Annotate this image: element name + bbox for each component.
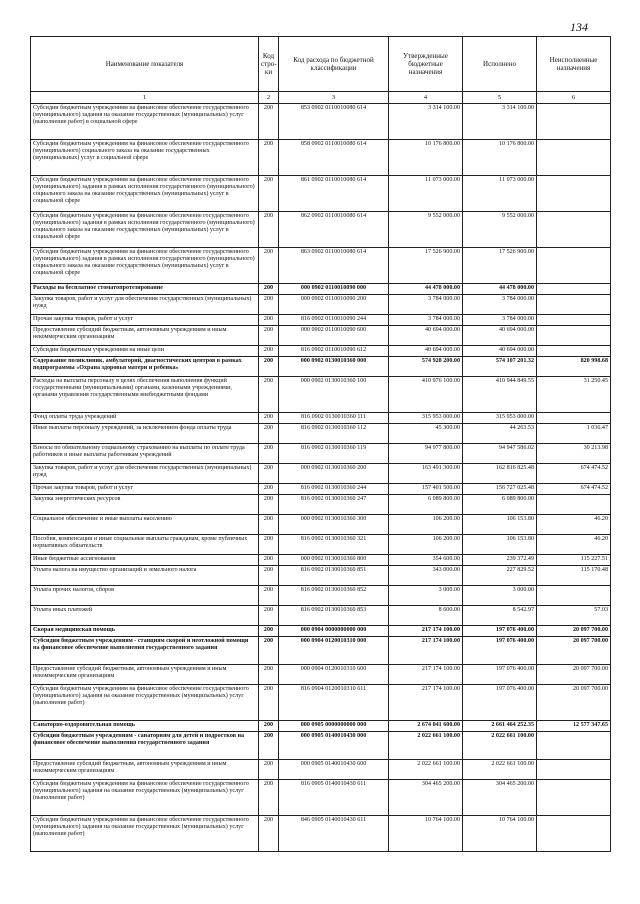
header-unexecuted: Неисполненные назначения — [537, 37, 611, 92]
row-name: Фонд оплаты труда учреждений — [31, 413, 259, 424]
table-row — [31, 424, 611, 444]
row-approved: 8 600.00 — [389, 606, 463, 626]
row-expense-code: 000 0902 0110010090 200 — [279, 295, 389, 315]
row-executed: 574 107 201.32 — [463, 357, 537, 377]
row-unexecuted — [537, 495, 611, 515]
row-expense-code: 816 0902 0130010360 852 — [279, 586, 389, 606]
row-unexecuted — [537, 295, 611, 315]
row-unexecuted: 31 250.45 — [537, 377, 611, 413]
table-row — [31, 444, 611, 464]
row-executed: 44 478 000.00 — [463, 284, 537, 295]
row-unexecuted — [537, 732, 611, 760]
table-row — [31, 780, 611, 816]
row-name: Расходы на выплаты персоналу в целях обеспечения выполнения функций государственными (муниципальными) органами, казенными учреждениями, органами управления государственными внебюджетными фондами — [31, 377, 259, 413]
row-unexecuted: 20 097 700.00 — [537, 665, 611, 685]
row-approved: 315 953 000.00 — [389, 413, 463, 424]
row-name: Субсидии бюджетным учреждениям - санаториям для детей и подростков на финансовое обеспечение выполнения государственного задания — [31, 732, 259, 760]
row-approved: 17 526 900.00 — [389, 248, 463, 284]
table-row — [31, 637, 611, 665]
row-unexecuted: 20 097 700.00 — [537, 685, 611, 721]
row-name: Субсидии бюджетным учреждениям на финансовое обеспечение государственного (муниципального) задания в рамках исполнения государственного (муниципального) социального заказа на оказание государственных (муниципальных) услуг в социальной сфере — [31, 176, 259, 212]
row-name: Субсидии бюджетным учреждениям на финансовое обеспечение государственного (муниципального) задания на оказание государственных (муниципальных) услуг (выполнение работ) в социальной сфере — [31, 104, 259, 140]
row-line-code: 200 — [259, 566, 279, 586]
row-line-code: 200 — [259, 586, 279, 606]
row-executed: 2 022 661 100.00 — [463, 732, 537, 760]
row-name: Субсидии бюджетным учреждениям на финансовое обеспечение государственного (муниципального) задания на оказание государственных (муниципальных) услуг (выполнение работ) — [31, 816, 259, 852]
row-name: Закупка товаров, работ и услуг для обеспечения государственных (муниципальных) нужд — [31, 464, 259, 484]
row-line-code: 200 — [259, 284, 279, 295]
row-approved: 40 694 000.00 — [389, 346, 463, 357]
row-name: Уплата налога на имущество организаций и земельного налога — [31, 566, 259, 586]
row-expense-code: 816 0902 0110010090 244 — [279, 315, 389, 326]
row-line-code: 200 — [259, 555, 279, 566]
row-approved: 3 314 100.00 — [389, 104, 463, 140]
row-executed: 162 816 825.48 — [463, 464, 537, 484]
row-approved: 106 200.00 — [389, 535, 463, 555]
table-row — [31, 295, 611, 315]
row-approved: 10 176 800.00 — [389, 140, 463, 176]
row-executed: 2 022 661 100.00 — [463, 760, 537, 780]
row-expense-code: 816 0902 0130010360 853 — [279, 606, 389, 626]
row-expense-code: 816 0902 0130010360 111 — [279, 413, 389, 424]
row-approved: 44 478 000.00 — [389, 284, 463, 295]
table-row — [31, 586, 611, 606]
row-expense-code: 863 0902 0110010080 614 — [279, 248, 389, 284]
row-approved: 410 976 100.00 — [389, 377, 463, 413]
row-expense-code: 816 0904 0120010310 611 — [279, 685, 389, 721]
column-number: 1 — [31, 92, 259, 104]
row-name: Субсидии бюджетным учреждениям на финансовое обеспечение государственного (муниципального) социального заказа на оказание государственных (муниципальных) услуг в социальной сфере — [31, 140, 259, 176]
row-unexecuted: 46.20 — [537, 535, 611, 555]
header-line-code: Код стро-ки — [259, 37, 279, 92]
row-expense-code: 816 0902 0130010360 321 — [279, 535, 389, 555]
table-body — [31, 104, 611, 852]
row-unexecuted — [537, 586, 611, 606]
row-unexecuted — [537, 346, 611, 357]
table-row — [31, 816, 611, 852]
row-line-code: 200 — [259, 515, 279, 535]
row-executed: 44 263.53 — [463, 424, 537, 444]
row-name: Субсидии бюджетным учреждениям на иные цели — [31, 346, 259, 357]
table-row — [31, 626, 611, 637]
row-expense-code: 000 0905 0140010430 000 — [279, 732, 389, 760]
row-executed: 410 944 849.55 — [463, 377, 537, 413]
row-executed: 9 552 000.00 — [463, 212, 537, 248]
row-executed: 11 073 000.00 — [463, 176, 537, 212]
row-line-code: 200 — [259, 295, 279, 315]
row-executed: 40 694 000.00 — [463, 346, 537, 357]
row-line-code: 200 — [259, 760, 279, 780]
row-executed: 40 694 000.00 — [463, 326, 537, 346]
header-row — [31, 37, 611, 92]
row-approved: 3 784 000.00 — [389, 315, 463, 326]
row-line-code: 200 — [259, 665, 279, 685]
row-line-code: 200 — [259, 637, 279, 665]
row-unexecuted — [537, 176, 611, 212]
table-row — [31, 413, 611, 424]
row-unexecuted: 20 097 700.00 — [537, 637, 611, 665]
row-unexecuted: 30 213.98 — [537, 444, 611, 464]
header-expense-code: Код расхода по бюджетной классификации — [279, 37, 389, 92]
table-row — [31, 326, 611, 346]
row-approved: 354 600.00 — [389, 555, 463, 566]
row-unexecuted — [537, 284, 611, 295]
row-line-code: 200 — [259, 816, 279, 852]
row-expense-code: 000 0902 0110010090 600 — [279, 326, 389, 346]
row-approved: 106 200.00 — [389, 515, 463, 535]
page-number: 134 — [570, 20, 588, 34]
row-executed: 197 076 400.00 — [463, 685, 537, 721]
row-unexecuted — [537, 780, 611, 816]
row-name: Иные выплаты персоналу учреждений, за исключением фонда оплаты труда — [31, 424, 259, 444]
row-name: Субсидии бюджетным учреждениям на финансовое обеспечение государственного (муниципального) задания в рамках исполнения государственного (муниципального) социального заказа на оказание государственных (муниципальных) услуг в социальной сфере — [31, 248, 259, 284]
row-name: Прочая закупка товаров, работ и услуг — [31, 315, 259, 326]
row-line-code: 200 — [259, 626, 279, 637]
table-row — [31, 248, 611, 284]
row-name: Субсидии бюджетным учреждениям на финансовое обеспечение государственного (муниципального) задания на оказание государственных (муниципальных) услуг (выполнение работ) — [31, 780, 259, 816]
table-row — [31, 464, 611, 484]
row-unexecuted — [537, 212, 611, 248]
row-name: Субсидии бюджетным учреждениям - станциям скорой и неотложной помощи на финансовое обеспечение выполнения государственного задания — [31, 637, 259, 665]
row-executed: 2 661 464 252.35 — [463, 721, 537, 732]
row-approved: 157 401 500.00 — [389, 484, 463, 495]
row-executed: 17 526 900.00 — [463, 248, 537, 284]
row-line-code: 200 — [259, 606, 279, 626]
table-row — [31, 212, 611, 248]
row-executed: 6 089 800.00 — [463, 495, 537, 515]
row-name: Взносы по обязательному социальному страхованию на выплаты по оплате труда работников и иные выплаты работникам учреждений — [31, 444, 259, 464]
row-unexecuted: 46.20 — [537, 515, 611, 535]
row-approved: 217 174 100.00 — [389, 665, 463, 685]
row-executed: 8 542.97 — [463, 606, 537, 626]
row-expense-code: 000 0902 0110010090 000 — [279, 284, 389, 295]
row-unexecuted: 1 036.47 — [537, 424, 611, 444]
row-unexecuted: 115 170.48 — [537, 566, 611, 586]
row-executed: 227 829.52 — [463, 566, 537, 586]
row-name: Санаторно-оздоровительная помощь — [31, 721, 259, 732]
row-name: Закупка товаров, работ и услуг для обеспечения государственных (муниципальных) нужд — [31, 295, 259, 315]
row-executed: 106 153.80 — [463, 515, 537, 535]
table-row — [31, 732, 611, 760]
row-line-code: 200 — [259, 377, 279, 413]
table-row — [31, 377, 611, 413]
row-expense-code: 853 0902 0110010080 614 — [279, 104, 389, 140]
row-unexecuted — [537, 315, 611, 326]
row-executed: 94 947 586.02 — [463, 444, 537, 464]
row-unexecuted: 12 577 347.65 — [537, 721, 611, 732]
table-row — [31, 535, 611, 555]
row-line-code: 200 — [259, 140, 279, 176]
column-number: 2 — [259, 92, 279, 104]
row-expense-code: 816 0902 0110010090 612 — [279, 346, 389, 357]
column-number: 4 — [389, 92, 463, 104]
row-executed: 3 784 000.00 — [463, 295, 537, 315]
row-unexecuted — [537, 140, 611, 176]
row-name: Расходы на бесплатное стоматопротезирование — [31, 284, 259, 295]
row-name: Скорая медицинская помощь — [31, 626, 259, 637]
row-line-code: 200 — [259, 346, 279, 357]
row-name: Предоставление субсидий бюджетным, автономным учреждениям и иным некоммерческим организациям — [31, 326, 259, 346]
row-line-code: 200 — [259, 685, 279, 721]
row-name: Уплата иных платежей — [31, 606, 259, 626]
row-approved: 574 928 200.00 — [389, 357, 463, 377]
table-row — [31, 357, 611, 377]
row-line-code: 200 — [259, 721, 279, 732]
row-unexecuted — [537, 816, 611, 852]
row-name: Социальное обеспечение и иные выплаты населению — [31, 515, 259, 535]
table-row — [31, 315, 611, 326]
row-line-code: 200 — [259, 780, 279, 816]
column-number-row — [31, 92, 611, 104]
row-approved: 343 000.00 — [389, 566, 463, 586]
row-expense-code: 816 0902 0130010360 851 — [279, 566, 389, 586]
row-name: Закупка энергетических ресурсов — [31, 495, 259, 515]
table-row — [31, 346, 611, 357]
row-line-code: 200 — [259, 484, 279, 495]
row-line-code: 200 — [259, 357, 279, 377]
header-name: Наименование показателя — [31, 37, 259, 92]
row-line-code: 200 — [259, 464, 279, 484]
row-expense-code: 846 0905 0140010430 611 — [279, 816, 389, 852]
table-row — [31, 176, 611, 212]
row-executed: 3 784 000.00 — [463, 315, 537, 326]
column-number: 3 — [279, 92, 389, 104]
row-expense-code: 000 0904 0000000000 000 — [279, 626, 389, 637]
row-expense-code: 000 0904 0120010310 000 — [279, 637, 389, 665]
row-line-code: 200 — [259, 176, 279, 212]
row-line-code: 200 — [259, 732, 279, 760]
row-expense-code: 000 0904 0120010310 600 — [279, 665, 389, 685]
row-line-code: 200 — [259, 535, 279, 555]
row-executed: 10 176 800.00 — [463, 140, 537, 176]
table-row — [31, 140, 611, 176]
row-name: Субсидии бюджетным учреждениям на финансовое обеспечение государственного (муниципального) задания на оказание государственных (муниципальных) услуг (выполнение работ) — [31, 685, 259, 721]
row-unexecuted: 674 474.52 — [537, 484, 611, 495]
row-approved: 3 784 000.00 — [389, 295, 463, 315]
row-unexecuted — [537, 326, 611, 346]
row-approved: 2 022 661 100.00 — [389, 732, 463, 760]
row-unexecuted — [537, 760, 611, 780]
row-executed: 3 314 100.00 — [463, 104, 537, 140]
row-approved: 217 174 100.00 — [389, 685, 463, 721]
row-unexecuted — [537, 104, 611, 140]
row-line-code: 200 — [259, 424, 279, 444]
row-line-code: 200 — [259, 413, 279, 424]
row-line-code: 200 — [259, 495, 279, 515]
row-name: Пособия, компенсации и иные социальные выплаты гражданам, кроме публичных нормативных обязательств — [31, 535, 259, 555]
row-expense-code: 816 0905 0140010430 611 — [279, 780, 389, 816]
row-expense-code: 862 0902 0110010080 614 — [279, 212, 389, 248]
row-executed: 304 465 200.00 — [463, 780, 537, 816]
row-executed: 197 076 400.00 — [463, 626, 537, 637]
row-approved: 45 300.00 — [389, 424, 463, 444]
row-approved: 2 674 041 600.00 — [389, 721, 463, 732]
table-row — [31, 685, 611, 721]
row-expense-code: 816 0902 0130010360 119 — [279, 444, 389, 464]
row-expense-code: 000 0902 0130010360 000 — [279, 357, 389, 377]
row-executed: 315 953 000.00 — [463, 413, 537, 424]
row-executed: 197 076 400.00 — [463, 665, 537, 685]
header-executed: Исполнено — [463, 37, 537, 92]
table-row — [31, 721, 611, 732]
row-approved: 2 022 661 100.00 — [389, 760, 463, 780]
column-number: 6 — [537, 92, 611, 104]
table-row — [31, 495, 611, 515]
row-name: Субсидии бюджетным учреждениям на финансовое обеспечение государственного (муниципального) задания в рамках исполнения государственного (муниципального) социального заказа на оказание государственных (муниципальных) услуг в социальной сфере — [31, 212, 259, 248]
row-line-code: 200 — [259, 444, 279, 464]
table-row — [31, 484, 611, 495]
row-expense-code: 000 0902 0130010360 800 — [279, 555, 389, 566]
row-expense-code: 000 0902 0130010360 300 — [279, 515, 389, 535]
row-unexecuted — [537, 248, 611, 284]
row-executed: 197 076 400.00 — [463, 637, 537, 665]
table-row — [31, 555, 611, 566]
table-row — [31, 566, 611, 586]
row-unexecuted: 674 474.52 — [537, 464, 611, 484]
row-expense-code: 861 0902 0110010080 614 — [279, 176, 389, 212]
row-approved: 3 000.00 — [389, 586, 463, 606]
row-unexecuted: 820 998.68 — [537, 357, 611, 377]
row-expense-code: 816 0902 0130010360 112 — [279, 424, 389, 444]
row-approved: 217 174 100.00 — [389, 626, 463, 637]
row-line-code: 200 — [259, 248, 279, 284]
row-expense-code: 000 0902 0130010360 100 — [279, 377, 389, 413]
row-name: Предоставление субсидий бюджетным, автономным учреждениям и иным некоммерческим организациям — [31, 665, 259, 685]
row-line-code: 200 — [259, 212, 279, 248]
header-approved: Утвержденные бюджетные назначения — [389, 37, 463, 92]
column-number: 5 — [463, 92, 537, 104]
row-executed: 156 727 025.48 — [463, 484, 537, 495]
row-expense-code: 816 0902 0130010360 244 — [279, 484, 389, 495]
table-row — [31, 606, 611, 626]
row-name: Иные бюджетные ассигнования — [31, 555, 259, 566]
row-approved: 9 552 000.00 — [389, 212, 463, 248]
row-approved: 11 073 000.00 — [389, 176, 463, 212]
row-expense-code: 000 0905 0140010430 600 — [279, 760, 389, 780]
row-line-code: 200 — [259, 104, 279, 140]
row-line-code: 200 — [259, 326, 279, 346]
row-approved: 304 465 200.00 — [389, 780, 463, 816]
row-expense-code: 000 0902 0130010360 200 — [279, 464, 389, 484]
row-approved: 6 089 800.00 — [389, 495, 463, 515]
table-row — [31, 665, 611, 685]
budget-execution-table — [30, 36, 611, 852]
row-approved: 217 174 100.00 — [389, 637, 463, 665]
row-unexecuted — [537, 413, 611, 424]
table-row — [31, 104, 611, 140]
row-unexecuted: 20 097 700.00 — [537, 626, 611, 637]
row-name: Прочая закупка товаров, работ и услуг — [31, 484, 259, 495]
row-expense-code: 000 0905 0000000000 000 — [279, 721, 389, 732]
row-name: Содержание поликлиник, амбулаторий, диагностических центров в рамках подпрограммы «Охрана здоровья матери и ребенка» — [31, 357, 259, 377]
table-row — [31, 760, 611, 780]
row-unexecuted: 115 227.51 — [537, 555, 611, 566]
row-executed: 106 153.80 — [463, 535, 537, 555]
row-expense-code: 816 0902 0130010360 247 — [279, 495, 389, 515]
row-approved: 40 694 000.00 — [389, 326, 463, 346]
row-approved: 94 977 800.00 — [389, 444, 463, 464]
row-line-code: 200 — [259, 315, 279, 326]
table-row — [31, 515, 611, 535]
row-unexecuted: 57.03 — [537, 606, 611, 626]
row-approved: 10 764 100.00 — [389, 816, 463, 852]
row-executed: 239 372.49 — [463, 555, 537, 566]
row-name: Уплата прочих налогов, сборов — [31, 586, 259, 606]
row-executed: 10 764 100.00 — [463, 816, 537, 852]
row-approved: 163 491 300.00 — [389, 464, 463, 484]
row-name: Предоставление субсидий бюджетным, автономным учреждениям и иным некоммерческим организациям — [31, 760, 259, 780]
row-expense-code: 858 0902 0110010080 614 — [279, 140, 389, 176]
table-row — [31, 284, 611, 295]
row-executed: 3 000.00 — [463, 586, 537, 606]
